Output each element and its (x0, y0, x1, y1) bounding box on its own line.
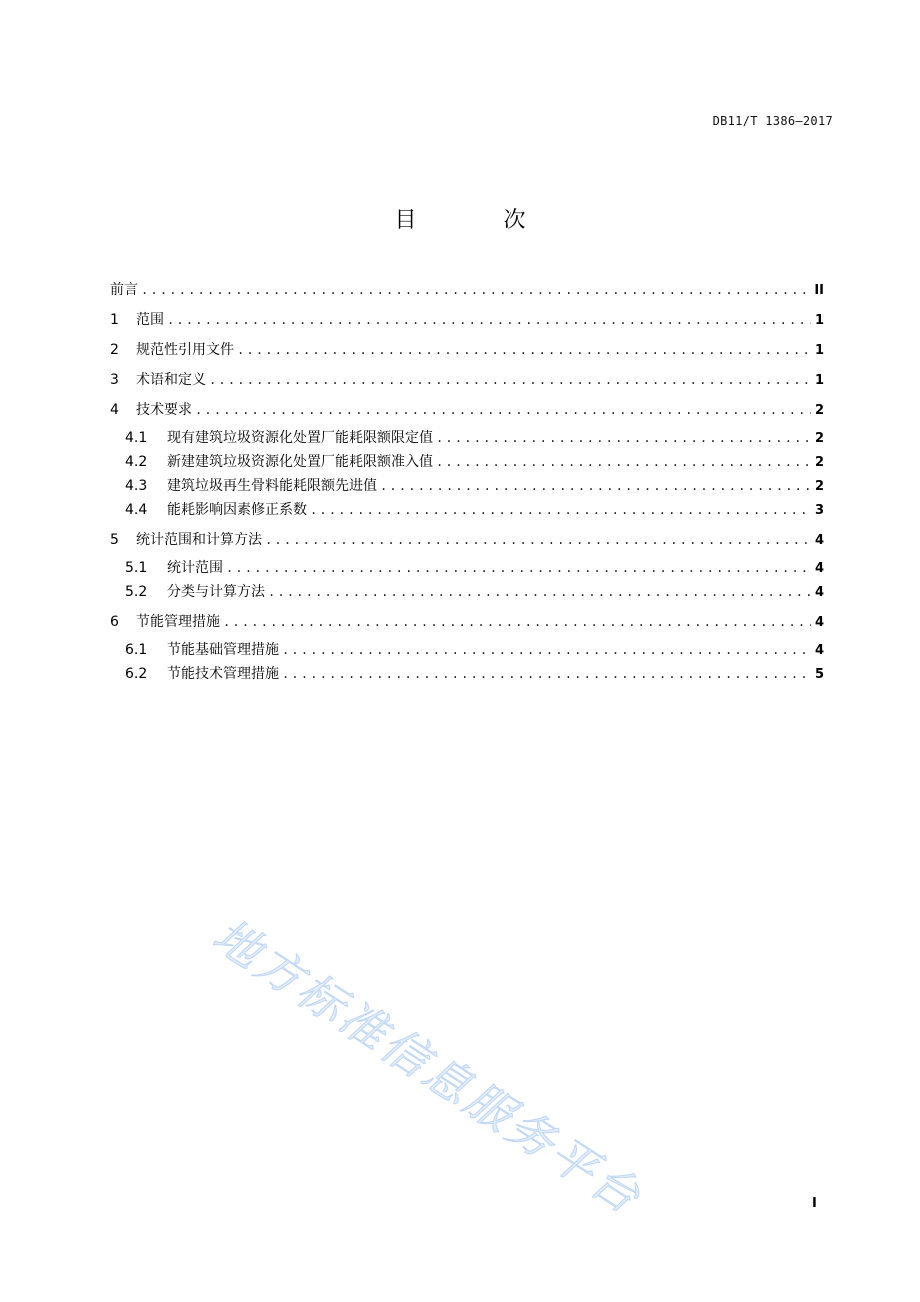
toc-entry-page: 1 (814, 373, 824, 388)
toc-entry-4[interactable] (110, 398, 824, 422)
toc-entry-label: 建筑垃圾再生骨料能耗限额先进值 (167, 478, 377, 494)
toc-entry-number: 5 (110, 532, 119, 548)
toc-entry-label: 范围 (136, 312, 164, 328)
toc-entry-number: 4.2 (125, 454, 148, 470)
toc-entry-label: 节能基础管理措施 (167, 642, 279, 658)
toc-entry-page: 4 (814, 643, 824, 658)
toc-entry-number: 6.1 (125, 642, 148, 658)
dot-leader (226, 556, 811, 580)
toc-entry-label: 节能技术管理措施 (167, 666, 279, 682)
toc-entry-number: 4.3 (125, 478, 148, 494)
toc-entry-label: 术语和定义 (136, 372, 206, 388)
toc-entry-label: 节能管理措施 (136, 614, 220, 630)
toc-entry-5-1[interactable] (110, 556, 824, 580)
toc-entry-number: 3 (110, 372, 119, 388)
page-number: I (812, 1196, 817, 1211)
toc-entry-label: 技术要求 (136, 402, 192, 418)
dot-leader (282, 662, 811, 686)
watermark: 地方标准信息服务平台 (203, 907, 653, 1226)
toc-entry-number: 4 (110, 402, 119, 418)
dot-leader (268, 580, 811, 604)
toc-entry-6-1[interactable] (110, 638, 824, 662)
dot-leader (436, 426, 811, 450)
dot-leader (265, 528, 811, 552)
toc-entry-page: 1 (814, 313, 824, 328)
dot-leader (310, 498, 811, 522)
dot-leader (141, 278, 810, 302)
dot-leader (223, 610, 811, 634)
toc-entry-4-4[interactable] (110, 498, 824, 522)
toc-entry-5-2[interactable] (110, 580, 824, 604)
page-title: 目 次 (394, 208, 566, 233)
toc-entry-page: II (814, 283, 824, 298)
dot-leader (209, 368, 811, 392)
toc-entry-label: 分类与计算方法 (167, 584, 265, 600)
standard-code: DB11/T 1386—2017 (712, 114, 833, 128)
toc-entry-number: 2 (110, 342, 119, 358)
dot-leader (237, 338, 811, 362)
table-of-contents (110, 278, 824, 686)
toc-entry-page: 3 (814, 503, 824, 518)
dot-leader (380, 474, 811, 498)
toc-entry-page: 4 (814, 561, 824, 576)
toc-entry-4-1[interactable] (110, 426, 824, 450)
toc-entry-label: 能耗影响因素修正系数 (167, 502, 307, 518)
toc-entry-4-2[interactable] (110, 450, 824, 474)
toc-entry-number: 6.2 (125, 666, 148, 682)
toc-entry-label: 新建建筑垃圾资源化处置厂能耗限额准入值 (167, 454, 433, 470)
toc-entry-page: 2 (814, 455, 824, 470)
toc-entry-page: 2 (814, 403, 824, 418)
toc-entry-6[interactable] (110, 610, 824, 634)
toc-entry-label: 规范性引用文件 (136, 342, 234, 358)
toc-entry-number: 6 (110, 614, 119, 630)
toc-entry-number: 4.4 (125, 502, 148, 518)
toc-entry-1[interactable] (110, 308, 824, 332)
dot-leader (282, 638, 811, 662)
dot-leader (167, 308, 811, 332)
toc-entry-page: 4 (814, 533, 824, 548)
toc-entry-number: 1 (110, 312, 119, 328)
toc-entry-label: 现有建筑垃圾资源化处置厂能耗限额限定值 (167, 430, 433, 446)
toc-entry-number: 4.1 (125, 430, 148, 446)
toc-entry-label: 统计范围和计算方法 (136, 532, 262, 548)
toc-entry-6-2[interactable] (110, 662, 824, 686)
dot-leader (436, 450, 811, 474)
toc-entry-3[interactable] (110, 368, 824, 392)
toc-entry-number: 5.2 (125, 584, 148, 600)
toc-entry-page: 5 (814, 667, 824, 682)
dot-leader (195, 398, 811, 422)
toc-entry-page: 2 (814, 479, 824, 494)
toc-entry-label: 前言 (110, 282, 138, 298)
toc-entry-5[interactable] (110, 528, 824, 552)
toc-entry-foreword[interactable] (110, 278, 824, 302)
toc-entry-page: 4 (814, 615, 824, 630)
toc-entry-label: 统计范围 (167, 560, 223, 576)
toc-entry-2[interactable] (110, 338, 824, 362)
toc-entry-page: 2 (814, 431, 824, 446)
toc-entry-number: 5.1 (125, 560, 148, 576)
toc-entry-page: 1 (814, 343, 824, 358)
toc-entry-page: 4 (814, 585, 824, 600)
toc-entry-4-3[interactable] (110, 474, 824, 498)
